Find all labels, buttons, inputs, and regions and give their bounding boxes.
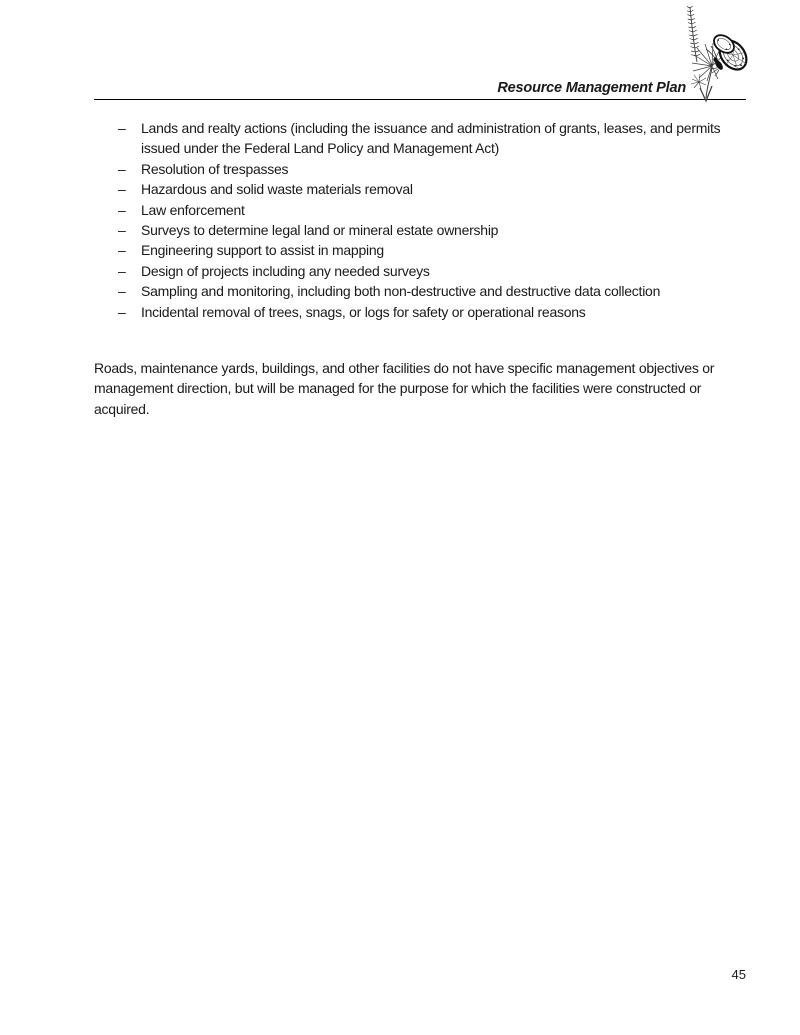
list-item xyxy=(118,179,746,199)
list-dash: – xyxy=(118,303,126,320)
list-item xyxy=(118,159,746,179)
dash-list xyxy=(94,118,746,322)
list-item xyxy=(118,261,746,281)
header-rule xyxy=(94,99,746,100)
list-item-text: Lands and realty actions (including the issuance and administration of grants, leases, and permits issued under the Federal Land Policy and Management Act) xyxy=(141,120,721,157)
list-item-text: Design of projects including any needed surveys xyxy=(141,262,430,279)
list-item-text: Hazardous and solid waste materials removal xyxy=(141,181,413,198)
list-item-text: Sampling and monitoring, including both non-destructive and destructive data collection xyxy=(141,283,661,300)
list-dash: – xyxy=(118,181,126,198)
page-header-title: Resource Management Plan xyxy=(497,80,686,96)
page-number: 45 xyxy=(731,967,746,982)
list-dash: – xyxy=(118,201,126,218)
list-item xyxy=(118,240,746,260)
list-dash: – xyxy=(118,222,126,239)
list-item xyxy=(118,220,746,240)
list-item-text: Surveys to determine legal land or mineral estate ownership xyxy=(141,222,499,239)
list-item xyxy=(118,281,746,301)
list-item-text: Incidental removal of trees, snags, or logs for safety or operational reasons xyxy=(141,303,586,320)
body-paragraph: Roads, maintenance yards, buildings, and other facilities do not have specific management objectives or management direction, but will be managed for the purpose for which the facilities were constructed or acquired. xyxy=(94,360,715,417)
list-item-text: Law enforcement xyxy=(141,201,245,218)
list-item xyxy=(118,200,746,220)
list-dash: – xyxy=(118,262,126,279)
list-item-text: Resolution of trespasses xyxy=(141,160,289,177)
butterfly-flower-icon xyxy=(660,2,764,108)
list-item-text: Engineering support to assist in mapping xyxy=(141,242,384,259)
list-dash: – xyxy=(118,160,126,177)
list-dash: – xyxy=(118,120,126,136)
list-item xyxy=(118,302,746,322)
list-item xyxy=(118,118,746,159)
page-content xyxy=(94,118,746,419)
list-dash: – xyxy=(118,242,126,259)
list-dash: – xyxy=(118,283,126,300)
